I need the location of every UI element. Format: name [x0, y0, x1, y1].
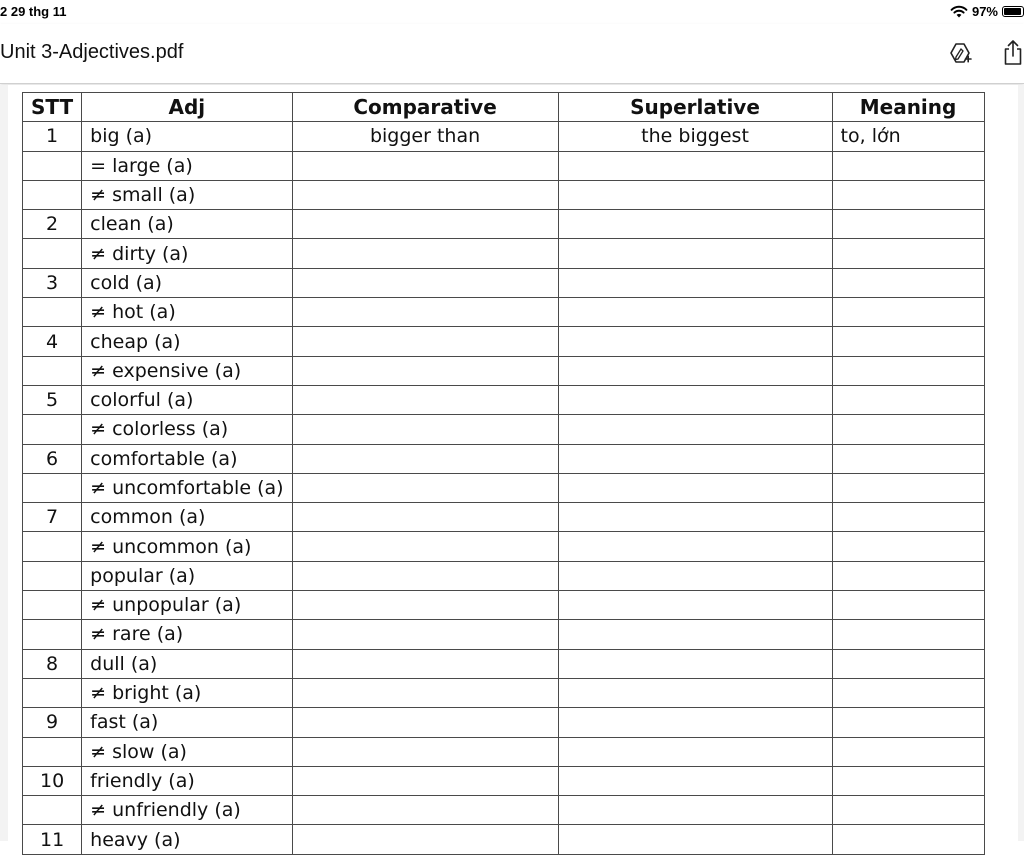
document-title: Unit 3-Adjectives.pdf	[0, 41, 184, 63]
cell-stt: 3	[23, 268, 82, 297]
cell-meaning	[832, 385, 984, 414]
table-header-row	[23, 93, 985, 122]
status-indicators	[950, 4, 1024, 19]
cell-superlative	[558, 385, 832, 414]
cell-stt	[23, 239, 82, 268]
cell-superlative	[558, 268, 832, 297]
cell-comparative	[292, 532, 558, 561]
cell-comparative	[292, 415, 558, 444]
cell-meaning	[832, 210, 984, 239]
status-bar	[0, 0, 1024, 24]
cell-comparative	[292, 825, 558, 854]
cell-stt: 1	[23, 122, 82, 151]
table-row	[23, 796, 985, 825]
markup-button[interactable]	[945, 38, 975, 68]
cell-superlative	[558, 825, 832, 854]
table-row	[23, 151, 985, 180]
cell-stt	[23, 298, 82, 327]
cell-stt: 11	[23, 825, 82, 854]
cell-superlative	[558, 210, 832, 239]
cell-superlative	[558, 356, 832, 385]
cell-adj: ≠ bright (a)	[82, 678, 292, 707]
cell-comparative	[292, 561, 558, 590]
cell-adj: ≠ hot (a)	[82, 298, 292, 327]
table-row	[23, 210, 985, 239]
cell-adj: colorful (a)	[82, 385, 292, 414]
header-stt: STT	[23, 93, 82, 122]
table-row	[23, 620, 985, 649]
cell-meaning	[832, 591, 984, 620]
table-row	[23, 356, 985, 385]
cell-comparative	[292, 239, 558, 268]
cell-adj: ≠ uncommon (a)	[82, 532, 292, 561]
cell-superlative	[558, 766, 832, 795]
cell-superlative	[558, 327, 832, 356]
battery-percent: 97%	[971, 4, 998, 19]
cell-stt: 8	[23, 649, 82, 678]
cell-comparative	[292, 649, 558, 678]
cell-meaning	[832, 151, 984, 180]
table-row	[23, 591, 985, 620]
cell-adj: ≠ unpopular (a)	[82, 591, 292, 620]
cell-stt: 5	[23, 385, 82, 414]
cell-comparative	[292, 737, 558, 766]
header-comparative: Comparative	[292, 93, 558, 122]
table-row	[23, 298, 985, 327]
cell-adj: ≠ expensive (a)	[82, 356, 292, 385]
cell-superlative	[558, 180, 832, 209]
cell-stt: 2	[23, 210, 82, 239]
table-row	[23, 444, 985, 473]
cell-meaning	[832, 649, 984, 678]
cell-superlative	[558, 737, 832, 766]
table-row	[23, 737, 985, 766]
cell-superlative	[558, 415, 832, 444]
cell-stt	[23, 532, 82, 561]
cell-stt: 4	[23, 327, 82, 356]
table-row	[23, 385, 985, 414]
cell-comparative	[292, 620, 558, 649]
cell-comparative	[292, 796, 558, 825]
cell-comparative	[292, 298, 558, 327]
cell-meaning	[832, 298, 984, 327]
cell-adj: ≠ uncomfortable (a)	[82, 473, 292, 502]
cell-stt	[23, 737, 82, 766]
cell-meaning	[832, 356, 984, 385]
table-row	[23, 561, 985, 590]
cell-stt	[23, 678, 82, 707]
cell-adj: friendly (a)	[82, 766, 292, 795]
cell-superlative	[558, 532, 832, 561]
table-row	[23, 766, 985, 795]
cell-meaning	[832, 766, 984, 795]
cell-adj: ≠ colorless (a)	[82, 415, 292, 444]
cell-stt	[23, 620, 82, 649]
table-row	[23, 268, 985, 297]
cell-stt	[23, 356, 82, 385]
cell-superlative	[558, 796, 832, 825]
cell-adj: clean (a)	[82, 210, 292, 239]
cell-superlative	[558, 151, 832, 180]
cell-stt	[23, 180, 82, 209]
cell-meaning	[832, 180, 984, 209]
cell-meaning	[832, 620, 984, 649]
cell-comparative	[292, 678, 558, 707]
cell-superlative	[558, 473, 832, 502]
cell-comparative	[292, 356, 558, 385]
cell-meaning	[832, 239, 984, 268]
cell-adj: cheap (a)	[82, 327, 292, 356]
table-row	[23, 678, 985, 707]
header-meaning: Meaning	[832, 93, 984, 122]
battery-icon	[1002, 6, 1024, 17]
table-row	[23, 825, 985, 854]
cell-stt	[23, 473, 82, 502]
cell-meaning	[832, 737, 984, 766]
cell-comparative	[292, 385, 558, 414]
cell-adj: cold (a)	[82, 268, 292, 297]
cell-superlative	[558, 620, 832, 649]
cell-comparative	[292, 503, 558, 532]
cell-comparative	[292, 151, 558, 180]
cell-adj: popular (a)	[82, 561, 292, 590]
cell-adj: common (a)	[82, 503, 292, 532]
cell-comparative	[292, 444, 558, 473]
cell-stt: 7	[23, 503, 82, 532]
cell-meaning	[832, 268, 984, 297]
cell-comparative	[292, 708, 558, 737]
cell-meaning	[832, 796, 984, 825]
table-row	[23, 503, 985, 532]
table-row	[23, 473, 985, 502]
wifi-icon	[950, 5, 968, 18]
cell-meaning	[832, 561, 984, 590]
cell-meaning	[832, 415, 984, 444]
share-button[interactable]	[998, 38, 1024, 68]
cell-superlative	[558, 503, 832, 532]
cell-superlative	[558, 649, 832, 678]
table-row	[23, 708, 985, 737]
pdf-page	[8, 85, 1018, 851]
cell-stt	[23, 591, 82, 620]
cell-superlative	[558, 239, 832, 268]
cell-superlative	[558, 561, 832, 590]
cell-stt	[23, 796, 82, 825]
markup-icon	[947, 40, 973, 66]
cell-comparative	[292, 180, 558, 209]
table-row	[23, 649, 985, 678]
cell-stt: 6	[23, 444, 82, 473]
cell-comparative	[292, 473, 558, 502]
document-toolbar	[0, 24, 1024, 84]
cell-superlative	[558, 591, 832, 620]
cell-superlative	[558, 678, 832, 707]
cell-adj: ≠ slow (a)	[82, 737, 292, 766]
cell-adj: ≠ unfriendly (a)	[82, 796, 292, 825]
cell-stt: 9	[23, 708, 82, 737]
cell-comparative	[292, 591, 558, 620]
cell-comparative	[292, 268, 558, 297]
header-superlative: Superlative	[558, 93, 832, 122]
share-icon	[1001, 39, 1024, 67]
cell-stt	[23, 415, 82, 444]
cell-meaning	[832, 473, 984, 502]
cell-adj: big (a)	[82, 122, 292, 151]
cell-stt: 10	[23, 766, 82, 795]
cell-adj: = large (a)	[82, 151, 292, 180]
cell-superlative: the biggest	[558, 122, 832, 151]
cell-stt	[23, 561, 82, 590]
cell-meaning	[832, 444, 984, 473]
cell-adj: ≠ small (a)	[82, 180, 292, 209]
cell-adj: dull (a)	[82, 649, 292, 678]
cell-comparative	[292, 210, 558, 239]
cell-meaning	[832, 708, 984, 737]
header-adj: Adj	[82, 93, 292, 122]
table-row	[23, 327, 985, 356]
table-row	[23, 239, 985, 268]
document-viewer[interactable]	[0, 85, 1024, 851]
cell-adj: ≠ dirty (a)	[82, 239, 292, 268]
table-row	[23, 532, 985, 561]
cell-comparative	[292, 766, 558, 795]
cell-meaning	[832, 825, 984, 854]
cell-meaning: to, lớn	[832, 122, 984, 151]
table-row	[23, 180, 985, 209]
table-row	[23, 415, 985, 444]
cell-meaning	[832, 532, 984, 561]
cell-superlative	[558, 708, 832, 737]
cell-meaning	[832, 503, 984, 532]
cell-adj: heavy (a)	[82, 825, 292, 854]
adjectives-table	[22, 92, 985, 855]
status-time: 2 29 thg 11	[0, 4, 67, 19]
cell-adj: comfortable (a)	[82, 444, 292, 473]
cell-meaning	[832, 327, 984, 356]
cell-superlative	[558, 298, 832, 327]
cell-comparative: bigger than	[292, 122, 558, 151]
cell-comparative	[292, 327, 558, 356]
table-row	[23, 122, 985, 151]
cell-superlative	[558, 444, 832, 473]
cell-adj: ≠ rare (a)	[82, 620, 292, 649]
cell-stt	[23, 151, 82, 180]
cell-adj: fast (a)	[82, 708, 292, 737]
cell-meaning	[832, 678, 984, 707]
